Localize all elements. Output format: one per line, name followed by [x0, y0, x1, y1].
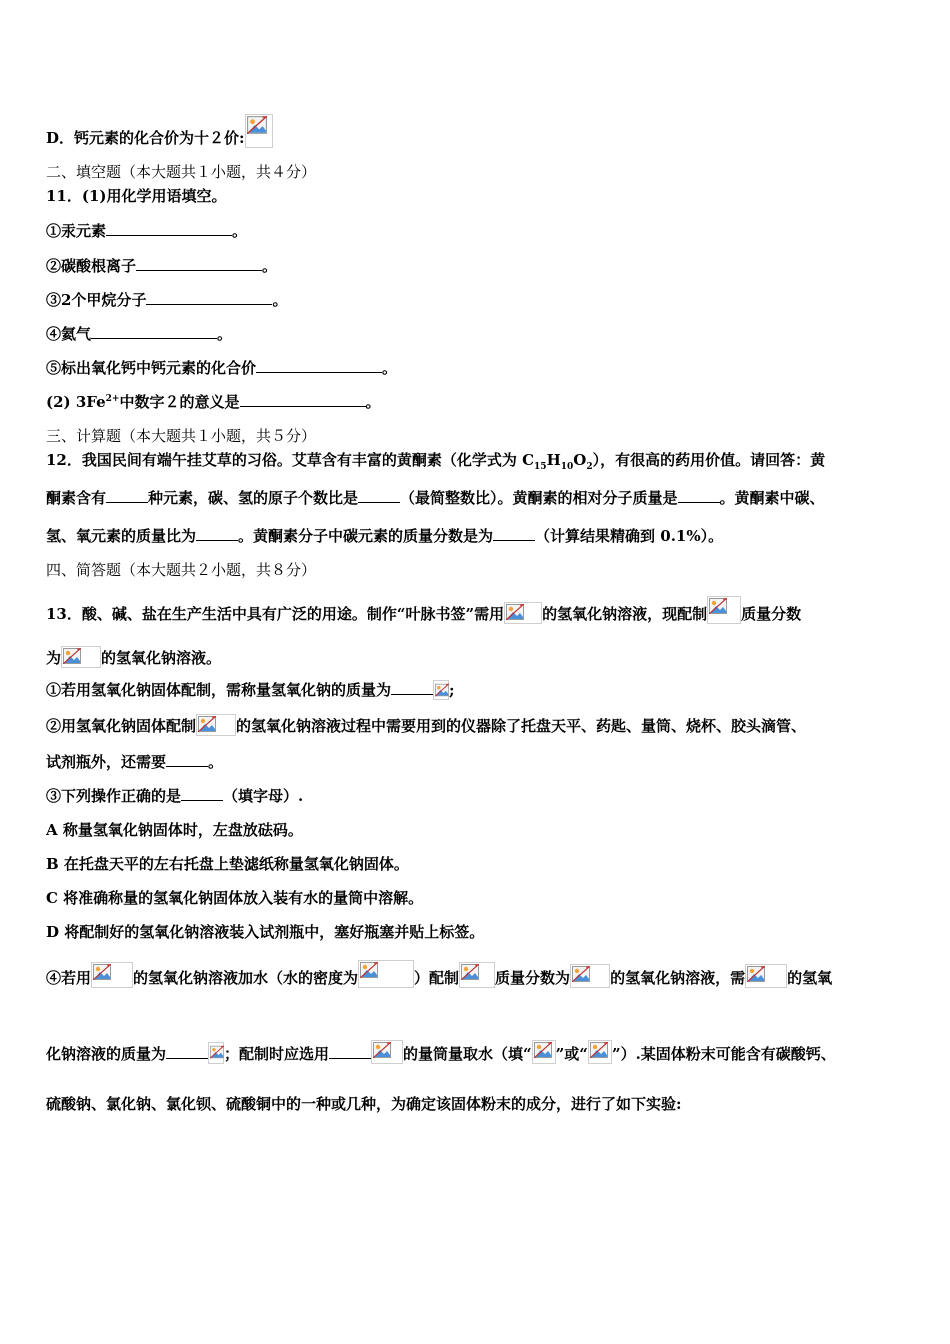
- q13-line-last: 硫酸钠、氯化钠、氯化钡、硫酸铜中的一种或几种，为确定该固体粉末的成分，进行了如下实验:: [46, 1095, 682, 1113]
- answer-blank[interactable]: [106, 221, 232, 236]
- q13-line-2: [46, 646, 902, 668]
- q13-option-c: C 将准确称量的氢氧化钠固体放入装有水的量筒中溶解。: [46, 889, 424, 907]
- q13-sub-3: [46, 786, 902, 806]
- q11-i3-text: ③2个甲烷分子: [46, 291, 147, 309]
- section-2-heading: 二、填空题（本大题共１小题，共４分）: [46, 163, 317, 181]
- q13-s3-end: （填字母）.: [223, 787, 304, 805]
- broken-image-icon: [532, 1040, 556, 1064]
- q13-text5: 的氢氧化钠溶液。: [101, 649, 222, 667]
- q13-s4-text3: ）配制: [414, 969, 460, 987]
- broken-image-icon: [208, 1042, 224, 1064]
- q11-part-2: [46, 392, 902, 412]
- q12-line-1: [46, 450, 902, 470]
- answer-blank[interactable]: [136, 256, 262, 271]
- section-3-heading: 三、计算题（本大题共１小题，共５分）: [46, 427, 317, 445]
- answer-blank[interactable]: [493, 526, 535, 541]
- q10-option-d: [46, 114, 902, 148]
- q12-line-2: [46, 488, 902, 508]
- broken-image-icon: [61, 646, 101, 668]
- q13-line-1: [46, 596, 902, 624]
- q13-s4-text5: 的氢氧化钠溶液，需: [610, 969, 746, 987]
- q13-option-b: B 在托盘天平的左右托盘上垫滤纸称量氢氧化钠固体。: [46, 855, 409, 873]
- q13-option-d: D 将配制好的氢氧化钠溶液装入试剂瓶中，塞好瓶塞并贴上标签。: [46, 923, 485, 941]
- q13-s5-text3: 的量筒量取水（填“: [403, 1045, 532, 1063]
- period: 。: [208, 753, 224, 771]
- q13-s5-text4: ”或“: [555, 1045, 588, 1063]
- q13-sub-4: [46, 960, 902, 988]
- q11-item-2: [46, 256, 902, 276]
- q13-sub-1: [46, 680, 902, 700]
- q11-item-3: [46, 290, 902, 310]
- q11-item-4: [46, 324, 902, 344]
- q13-text4: 为: [46, 649, 62, 667]
- period: 。: [262, 257, 278, 275]
- broken-image-icon: [745, 964, 787, 988]
- charge-sup: 2+: [105, 394, 120, 404]
- q13-sub-4b: [46, 1040, 902, 1064]
- broken-image-icon: [196, 714, 236, 736]
- answer-blank[interactable]: [678, 488, 720, 503]
- q11-p2-text2: 中数字２的意义是: [119, 393, 240, 411]
- q12-text3: 酮素含有: [46, 489, 107, 507]
- q12-text: 12．我国民间有端午挂艾草的习俗。艾草含有丰富的黄酮素（化学式为 C: [46, 451, 535, 469]
- q13-option-a: A 称量氢氧化钠固体时，左盘放砝码。: [46, 821, 303, 839]
- q12-text7: 氢、氧元素的质量比为: [46, 527, 197, 545]
- q12-text9: （计算结果精确到 0.1%）。: [535, 527, 724, 545]
- broken-image-icon: [371, 1040, 403, 1064]
- q13-s4-text: ④若用: [46, 969, 92, 987]
- period: 。: [272, 291, 288, 309]
- q11-i2-text: ②碳酸根离子: [46, 257, 137, 275]
- q13-sub-2b: [46, 752, 902, 772]
- semicolon: ;: [449, 681, 455, 699]
- q13-s5-text: 化钠溶液的质量为: [46, 1045, 167, 1063]
- q11-item-1: [46, 221, 902, 241]
- answer-blank[interactable]: [181, 786, 223, 801]
- q13-s1-text: ①若用氢氧化钠固体配制，需称量氢氧化钠的质量为: [46, 681, 392, 699]
- q13-s5-text5: ”）.某固体粉末可能含有碳酸钙、: [611, 1045, 836, 1063]
- q13-s4-text2: 的氢氧化钠溶液加水（水的密度为: [133, 969, 359, 987]
- section-4-heading: 四、简答题（本大题共２小题，共８分）: [46, 561, 317, 579]
- broken-image-icon: [433, 680, 449, 700]
- q11-i1-text: ①汞元素: [46, 222, 107, 240]
- broken-image-icon: [707, 596, 741, 624]
- q12-text6: 。黄酮素中碳、: [719, 489, 825, 507]
- answer-blank[interactable]: [358, 488, 400, 503]
- q11-i4-text: ④氦气: [46, 325, 92, 343]
- period: 。: [217, 325, 233, 343]
- answer-blank[interactable]: [196, 526, 238, 541]
- q13-s2-text2: 的氢氧化钠溶液过程中需要用到的仪器除了托盘天平、药匙、量筒、烧杯、胶头滴管、: [236, 717, 807, 735]
- q12-text4: 种元素，碳、氢的原子个数比是: [148, 489, 359, 507]
- o-symbol: O: [573, 451, 587, 469]
- q13-sub-2: [46, 714, 902, 736]
- q13-text2: 的氢氧化钠溶液，现配制: [542, 605, 708, 623]
- sub-2: 2: [586, 462, 593, 472]
- q12-text2: ），有很高的药用价值。请回答：黄: [592, 451, 826, 469]
- broken-image-icon: [91, 962, 133, 988]
- answer-blank[interactable]: [256, 358, 382, 373]
- answer-blank[interactable]: [106, 488, 148, 503]
- broken-image-icon: [459, 962, 495, 988]
- sub-10: 10: [560, 462, 574, 472]
- h-symbol: H: [546, 451, 561, 469]
- q11-i5-text: ⑤标出氧化钙中钙元素的化合价: [46, 359, 257, 377]
- q13-s2-text3: 试剂瓶外，还需要: [46, 753, 167, 771]
- answer-blank[interactable]: [240, 392, 366, 407]
- q12-line-3: [46, 526, 902, 546]
- q13-text3: 质量分数: [741, 605, 802, 623]
- q10d-text: D．钙元素的化合价为十２价:: [46, 129, 245, 147]
- q11-p2-text: (2) 3Fe: [46, 393, 106, 411]
- broken-image-icon: [588, 1040, 612, 1064]
- answer-blank[interactable]: [166, 752, 208, 767]
- q13-s4-text6: 的氢氧: [787, 969, 833, 987]
- answer-blank[interactable]: [391, 680, 433, 695]
- q11-head: 11．(1)用化学用语填空。: [46, 187, 227, 205]
- period: 。: [232, 222, 248, 240]
- broken-image-icon: [504, 602, 542, 624]
- broken-image-icon: [358, 960, 414, 988]
- answer-blank[interactable]: [329, 1044, 371, 1059]
- answer-blank[interactable]: [91, 324, 217, 339]
- q12-text5: （最简整数比）。黄酮素的相对分子质量是: [400, 489, 678, 507]
- q12-text8: 。黄酮素分子中碳元素的质量分数是为: [238, 527, 494, 545]
- period: 。: [365, 393, 381, 411]
- q13-s4-text4: 质量分数为: [495, 969, 571, 987]
- q13-s5-text2: ；配制时应选用: [224, 1045, 330, 1063]
- q13-s3-text: ③下列操作正确的是: [46, 787, 182, 805]
- answer-blank[interactable]: [166, 1044, 208, 1059]
- answer-blank[interactable]: [146, 290, 272, 305]
- broken-image-icon: [570, 964, 610, 988]
- q11-item-5: [46, 358, 902, 378]
- q13-text: 13．酸、碱、盐在生产生活中具有广泛的用途。制作“叶脉书签”需用: [46, 605, 505, 623]
- broken-image-icon: [245, 114, 273, 148]
- period: 。: [382, 359, 398, 377]
- sub-15: 15: [534, 462, 547, 472]
- q13-s2-text: ②用氢氧化钠固体配制: [46, 717, 197, 735]
